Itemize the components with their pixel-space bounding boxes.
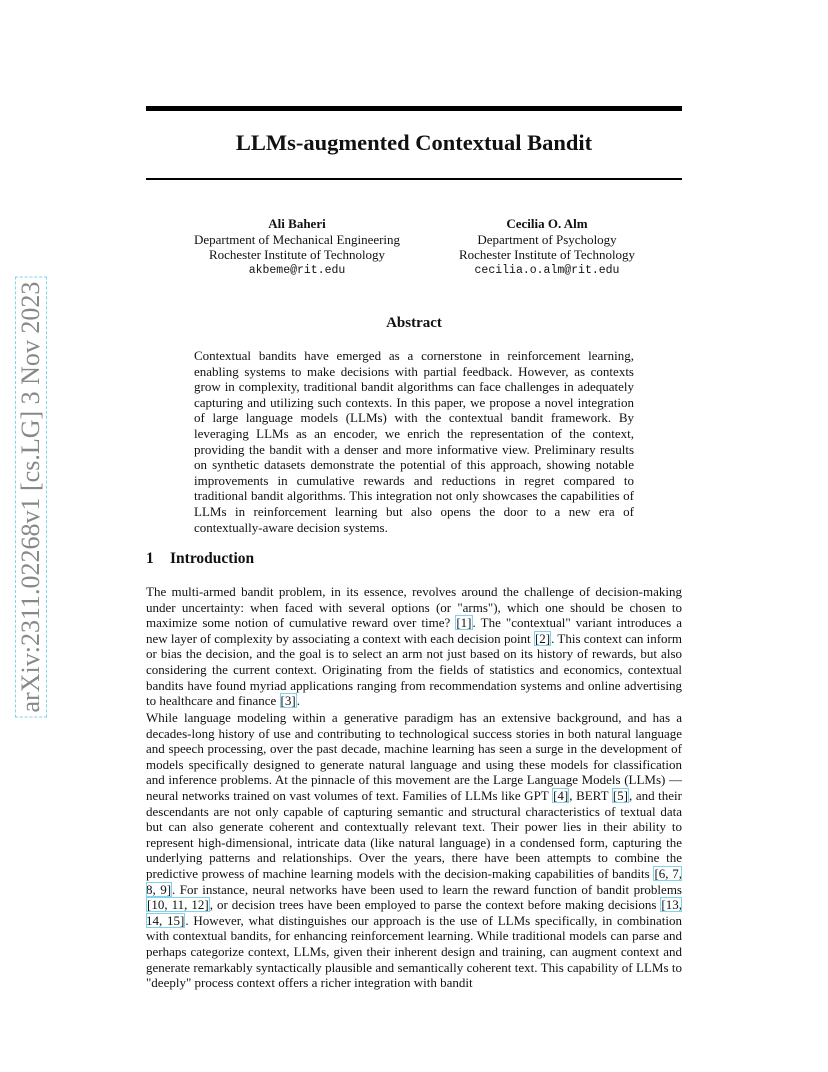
citation-link[interactable]: [4] [553, 787, 569, 803]
text-run: . For instance, neural networks have been used to learn the reward function of bandit problems [172, 881, 682, 897]
title-top-rule [146, 106, 682, 111]
author-block-2 [427, 216, 667, 278]
citation-link[interactable]: [1] [456, 615, 472, 631]
author-email[interactable]: akbeme@rit.edu [248, 263, 346, 277]
intro-paragraph-1 [146, 584, 682, 709]
citation-link[interactable]: [2] [534, 630, 551, 646]
abstract-text: Contextual bandits have emerged as a cornerstone in reinforcement learning, enabling systems to make decisions with partial feedback. However, as contexts grow in complexity, traditional bandit algorithms can face challenges in adequately capturing and utilizing such contexts. In this paper, we propose a novel integration of large language models (LLMs) with the contextual bandit framework. By leveraging LLMs as an encoder, we enrich the representation of the context, providing the bandit with a denser and more informative view. Preliminary results on synthetic datasets demonstrate the potential of this approach, showing notable improvements in cumulative rewards and reductions in regret compared to traditional bandit algorithms. This integration not only showcases the capabilities of LLMs in reinforcement learning but also opens the door to a new era of contextually-aware decision systems. [194, 348, 634, 535]
text-run: , and their descendants are not only capable of capturing semantic and structural characteristics of textual data but can also generate coherent and contextually relevant text. Their power lies in their ability to represent high-dimensional, intricate data (like natural language) in a condensed form, capturing the underlying patterns and relationships. Over the years, there have been attempts to combine the predictive prowess of machine learning models with the decision-making capabilities of bandits [146, 787, 682, 881]
citation-link[interactable]: [3] [280, 693, 296, 709]
intro-paragraph-2 [146, 710, 682, 991]
section-title: Introduction [170, 550, 255, 567]
citation-link[interactable]: [5] [612, 787, 629, 803]
text-run: The multi-armed bandit problem, in its essence, revolves around the challenge of decision-making under uncertainty: when faced with several options (or "arms"), which one should be chosen to maximize some notion of cumulative reward over time? [146, 584, 682, 631]
section-heading [146, 550, 254, 568]
text-run: , BERT [569, 787, 612, 803]
text-run: . [296, 693, 300, 709]
author-email[interactable]: cecilia.o.alm@rit.edu [474, 263, 620, 277]
arxiv-identifier[interactable]: arXiv:2311.02268v1 [cs.LG] 3 Nov 2023 [15, 277, 47, 718]
paper-title: LLMs-augmented Contextual Bandit [235, 130, 593, 155]
citation-link[interactable]: [13, 14, 15] [146, 897, 682, 928]
arxiv-sidebar-stamp[interactable] [15, 262, 47, 732]
author-department: Department of Mechanical Engineering [193, 231, 401, 247]
citation-link[interactable]: [6, 7, 8, 9] [146, 865, 682, 897]
section-number: 1 [146, 550, 154, 567]
author-block-1 [177, 216, 417, 278]
author-institution: Rochester Institute of Technology [458, 247, 636, 262]
author-name: Cecilia O. Alm [506, 216, 588, 231]
text-run: . The "contextual" variant introduces a new layer of complexity by associating a context with each decision point [146, 615, 682, 646]
text-run: , or decision trees have been employed to parse the context before making decisions [209, 897, 661, 913]
citation-link[interactable]: [10, 11, 12] [147, 897, 209, 913]
author-department: Department of Psychology [477, 231, 617, 247]
abstract-heading: Abstract [386, 315, 442, 331]
text-run: . This context can inform or bias the decision, and the goal is to select an arm not just based on its history of rewards, but also considering the current context. Originating from the fields of statistics and economics, contextual bandits have found myriad applications ranging from recommendation systems and online advertising to healthcare and finance [146, 630, 682, 709]
author-name: Ali Baheri [268, 216, 326, 231]
title-bottom-rule [146, 178, 682, 180]
text-run: . However, what distinguishes our approach is the use of LLMs specifically, in combination with contextual bandits, for enhancing reinforcement learning. While traditional models can parse and perhaps categorize context, LLMs, given their inherent design and training, can augment context and generate remarkably syntactically plausible and semantically coherent text. This capability of LLMs to "deeply" process context offers a richer integration with bandit [146, 912, 682, 991]
text-run: While language modeling within a generative paradigm has an extensive background, and has a decades-long history of use and contributing to technological success stories in both natural language and speech processing, over the past decade, machine learning has seen a surge in the development of models specifically designed to generate natural language and using these models for classification and inference problems. At the pinnacle of this movement are the Large Language Models (LLMs) — neural networks trained on vast volumes of text. Families of LLMs like GPT [146, 710, 682, 803]
author-institution: Rochester Institute of Technology [208, 247, 386, 262]
